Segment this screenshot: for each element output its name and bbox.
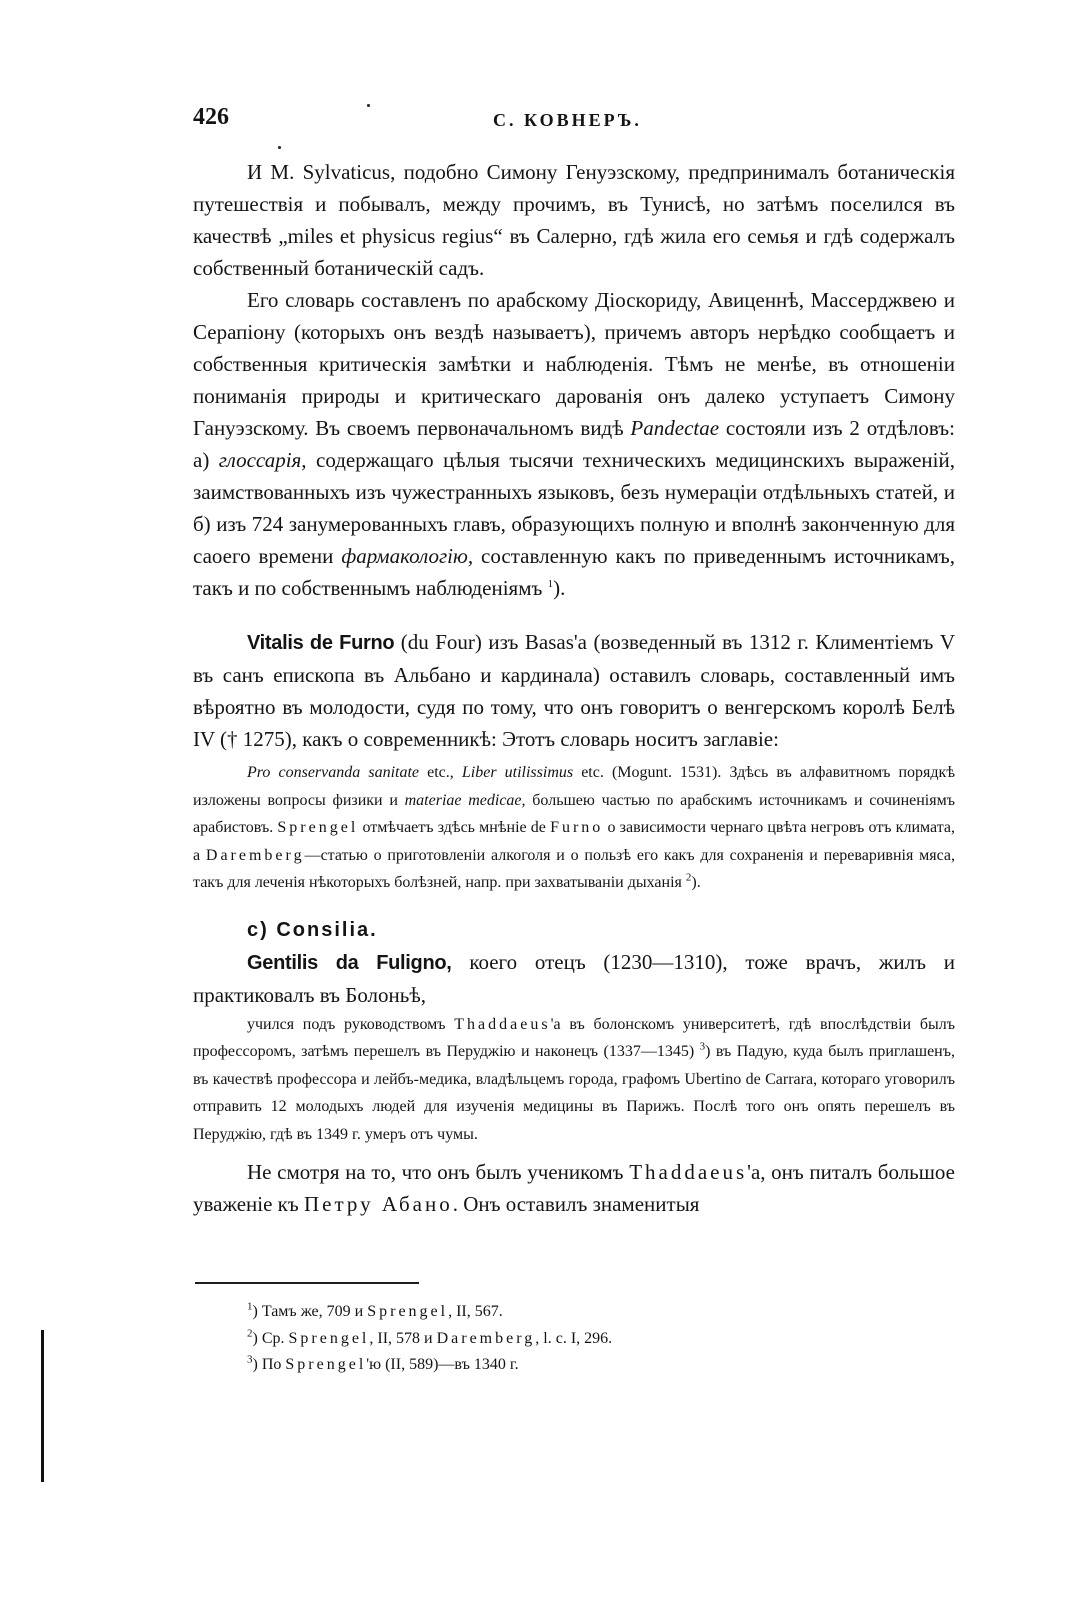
spaced-name: Thaddaeus — [629, 1160, 748, 1184]
spaced-name: Петру Абано — [303, 1192, 453, 1216]
spaced-name: Sprengel — [277, 819, 359, 836]
paragraph-dictionary — [193, 284, 955, 604]
paragraph-thaddaeus — [193, 1156, 955, 1220]
scan-speck — [278, 146, 281, 149]
paragraph-text: . Онъ оставилъ знаменитыя — [452, 1192, 700, 1216]
paragraph-text: ). — [691, 874, 701, 891]
spaced-name: Sprengel — [285, 1356, 367, 1373]
paragraph-text: учился подъ руководствомъ — [247, 1015, 455, 1033]
paragraph-text: составленную какъ по приведеннымъ источникамъ, такъ и по собственнымъ наблюденіямъ — [193, 544, 956, 600]
paragraph-text: Не смотря на то, что онъ былъ ученикомъ — [247, 1160, 630, 1184]
spaced-name: Daremberg — [436, 1329, 536, 1347]
footnote-text: , l. c. I, 296. — [535, 1329, 613, 1347]
scan-speck — [367, 104, 370, 107]
footnote-mark: 1 — [247, 1300, 253, 1313]
italic-term: глоссарія, — [218, 448, 307, 472]
paragraph-text: etc. (Mogunt. 1531). Здѣсь въ алфавитномъ порядкѣ изложены вопросы физики и — [193, 764, 956, 809]
running-head — [193, 104, 955, 144]
footnote-mark: 3 — [247, 1353, 253, 1366]
spaced-name: Furno — [550, 819, 604, 836]
footnote-3 — [247, 1352, 947, 1379]
paragraph-text: большею частью по арабскимъ источникамъ и сочиненіямъ арабистовъ. — [193, 791, 956, 836]
body-text — [193, 156, 955, 1220]
italic-term: Pro conservanda sanitate — [247, 764, 420, 781]
footnote-text: ) По — [252, 1356, 286, 1373]
paragraph-text: 'а, онъ питалъ большое уваженіе къ — [193, 1160, 955, 1216]
entry-heading: Vitalis de Furno — [247, 632, 395, 654]
paragraph-text: о зависимости чернаго цвѣта негровъ отъ климата, а — [193, 819, 955, 864]
paragraph-text: 'а въ болонскомъ университетѣ, гдѣ впослѣдствіи былъ профессоромъ, затѣмъ перешелъ въ Перуджію и наконецъ (1337—1345) — [193, 1015, 955, 1060]
footnote-mark: 2 — [247, 1327, 253, 1340]
paragraph-text: И М. Sylvaticus, подобно Симону Генуэзскому, предпринималъ ботаническія путешествія и побывалъ, между прочимъ, въ Тунисѣ, но затѣмъ поселился въ качествѣ „miles et physicus regius“ въ Салерно, гдѣ жила его семья и гдѣ содержалъ собственный ботаническій садъ. — [193, 160, 955, 280]
paragraph-text: etc., — [419, 764, 462, 781]
italic-term: Liber utilissimus — [461, 764, 574, 781]
footnote-text: 'ю (II, 589)—въ 1340 г. — [366, 1356, 519, 1373]
italic-term: Pandectae — [630, 416, 720, 440]
paragraph-text: (du Four) изъ Basas'а (возведенный въ 1312 г. Климентіемъ V въ санъ епископа въ Альбано и кардинала) оставилъ словарь, составленный имъ вѣроятно въ молодости, судя по тому, что онъ говоритъ о венгерскомъ королѣ Белѣ IV († 1275), какъ о современникѣ: Этотъ словарь носитъ заглавіе: — [193, 630, 956, 751]
paragraph-vitalis — [193, 626, 955, 755]
paragraph-text: —статью о приготовленіи алкоголя и о пользѣ его какъ для сохраненія и переваривнія мяса, такъ для леченія нѣкоторыхъ болѣзней, напр. при захватываніи дыханія — [193, 846, 955, 891]
spaced-name: Daremberg — [205, 846, 305, 864]
paragraph-text: состояли изъ 2 отдѣловъ: а) — [193, 416, 955, 472]
spaced-name: Sprengel — [288, 1329, 370, 1347]
paragraph-text: ) въ Падую, куда былъ приглашенъ, въ качествѣ профессора и лейбъ-медика, владѣльцемъ города, графомъ Ubertino de Carrara, котораго уговорилъ отправить 12 молодыхъ людей для изученія медицины въ Парижъ. Послѣ того онъ опять перешелъ въ Перуджію, гдѣ въ 1349 г. умеръ отъ чумы. — [193, 1043, 956, 1143]
footnote-1 — [247, 1299, 947, 1326]
spaced-name: Sprengel — [367, 1303, 449, 1320]
footnote-ref[interactable]: 1 — [547, 578, 554, 590]
italic-term: materiae medicae, — [404, 791, 526, 809]
entry-heading: Gentilis da Fuligno, — [247, 951, 452, 974]
running-title: С. КОВНЕРЪ. — [493, 110, 642, 130]
footnote-text: ) Тамъ же, 709 и — [252, 1303, 368, 1320]
paragraph-text: отмѣчаетъ здѣсь мнѣніе de — [358, 819, 551, 836]
spaced-name: Thaddaeus — [454, 1015, 551, 1033]
paragraph-gentilis — [193, 946, 955, 1011]
paragraph-sylvaticus — [193, 156, 955, 284]
paragraph-text: коего отецъ (1230—1310), тоже врачъ, жилъ и практиковалъ въ Болоньѣ, — [193, 949, 955, 1007]
footnote-2 — [247, 1326, 947, 1353]
footnote-ref[interactable]: 3 — [699, 1040, 706, 1053]
smallprint-vitalis — [193, 759, 955, 897]
footnote-ref[interactable]: 2 — [685, 871, 692, 884]
footnote-text: ) Ср. — [252, 1329, 289, 1347]
footnote-text: , II, 567. — [448, 1303, 503, 1320]
footnote-text: , II, 578 и — [369, 1329, 437, 1347]
paragraph-text: содержащаго цѣлыя тысячи техническихъ медицинскихъ выраженій, заимствованныхъ изъ чужестранныхъ языковъ, безъ нумераціи отдѣльныхъ статей, и б) изъ 724 занумерованныхъ главъ, образующихъ полную и вполнѣ законченную для саоего времени — [193, 448, 955, 568]
italic-term: фармакологію, — [341, 544, 474, 568]
footnote-divider — [195, 1282, 419, 1284]
smallprint-gentilis — [193, 1011, 955, 1149]
page-number: 426 — [193, 104, 229, 130]
footnotes — [247, 1299, 947, 1379]
section-heading-consilia: c) Consilia. — [247, 918, 378, 941]
scan-margin-line — [41, 1330, 44, 1482]
paragraph-text: Его словарь составленъ по арабскому Діоскориду, Авиценнѣ, Массерджвею и Серапіону (которыхъ онъ вездѣ называетъ), причемъ авторъ нерѣдко сообщаетъ и собственныя критическія замѣтки и наблюденія. Тѣмъ не менѣе, въ отношеніи пониманія природы и критическаго дарованія онъ далеко уступаетъ Симону Гануэзскому. Въ своемъ первоначальномъ видѣ — [193, 288, 955, 440]
paragraph-text: ). — [553, 576, 566, 600]
